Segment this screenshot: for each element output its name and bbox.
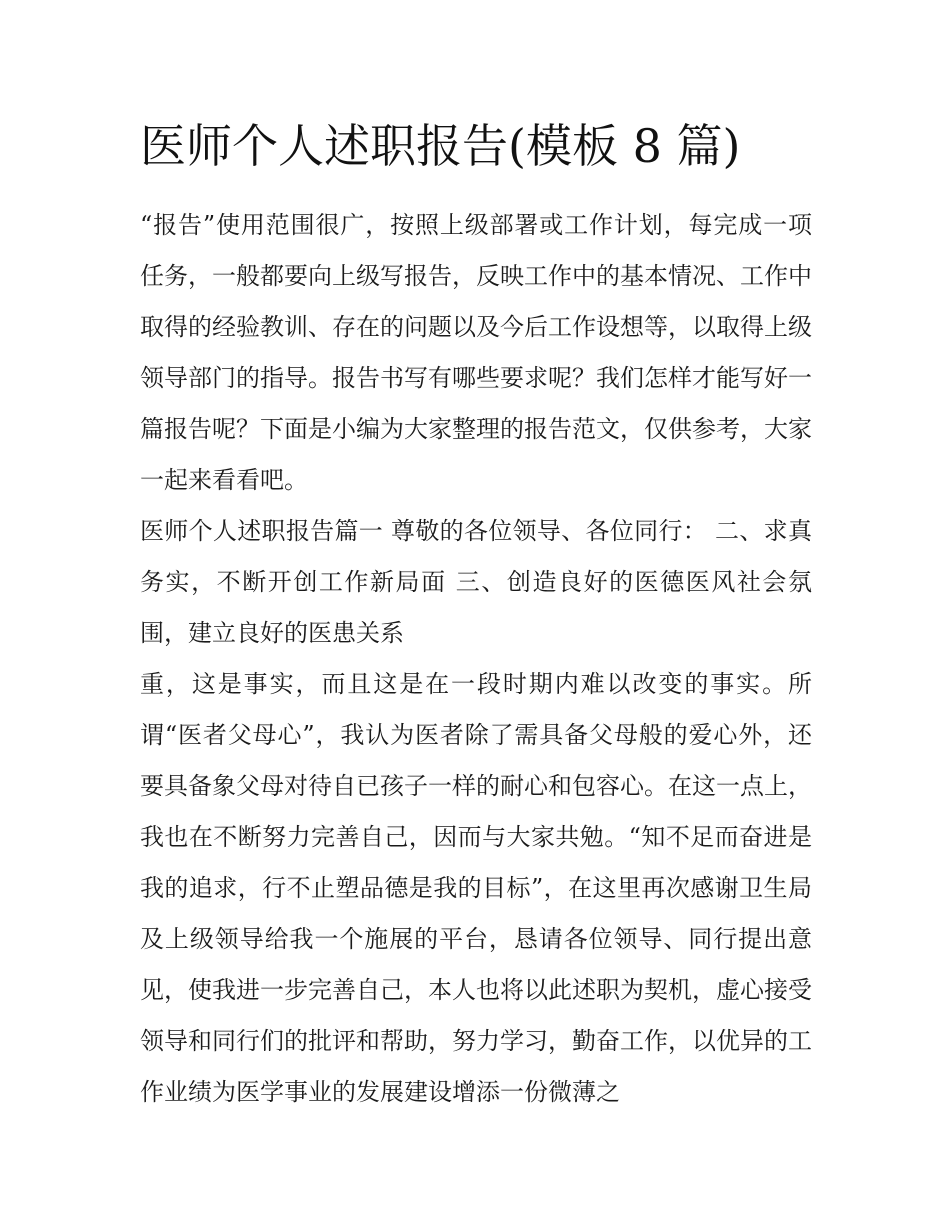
document-title: 医师个人述职报告(模板 8 篇): [140, 119, 741, 173]
document-body: [140, 200, 812, 1118]
body-paragraph: 重，这是事实，而且这是在一段时期内难以改变的事实。所谓“医者父母心”，我认为医者除了需具备父母般的爱心外，还要具备象父母对待自已孩子一样的耐心和包容心。在这一点上，我也在不断努力完善自己，因而与大家共勉。“知不足而奋进是我的追求，行不止塑品德是我的目标”，在这里再次感谢卫生局及上级领导给我一个施展的平台，恳请各位领导、同行提出意见，使我进一步完善自己，本人也将以此述职为契机，虚心接受领导和同行们的批评和帮助，努力学习，勤奋工作，以优异的工作业绩为医学事业的发展建设增添一份微薄之: [140, 670, 812, 1106]
section-one-paragraph: 医师个人述职报告篇一 尊敬的各位领导、各位同行： 二、求真务实，不断开创工作新局面 三、创造良好的医德医风社会氛围，建立良好的医患关系: [140, 517, 812, 647]
intro-paragraph: “报告”使用范围很广，按照上级部署或工作计划，每完成一项任务，一般都要向上级写报告，反映工作中的基本情况、工作中取得的经验教训、存在的问题以及今后工作设想等，以取得上级领导部门的指导。报告书写有哪些要求呢？我们怎样才能写好一篇报告呢？下面是小编为大家整理的报告范文，仅供参考，大家一起来看看吧。: [140, 211, 812, 494]
